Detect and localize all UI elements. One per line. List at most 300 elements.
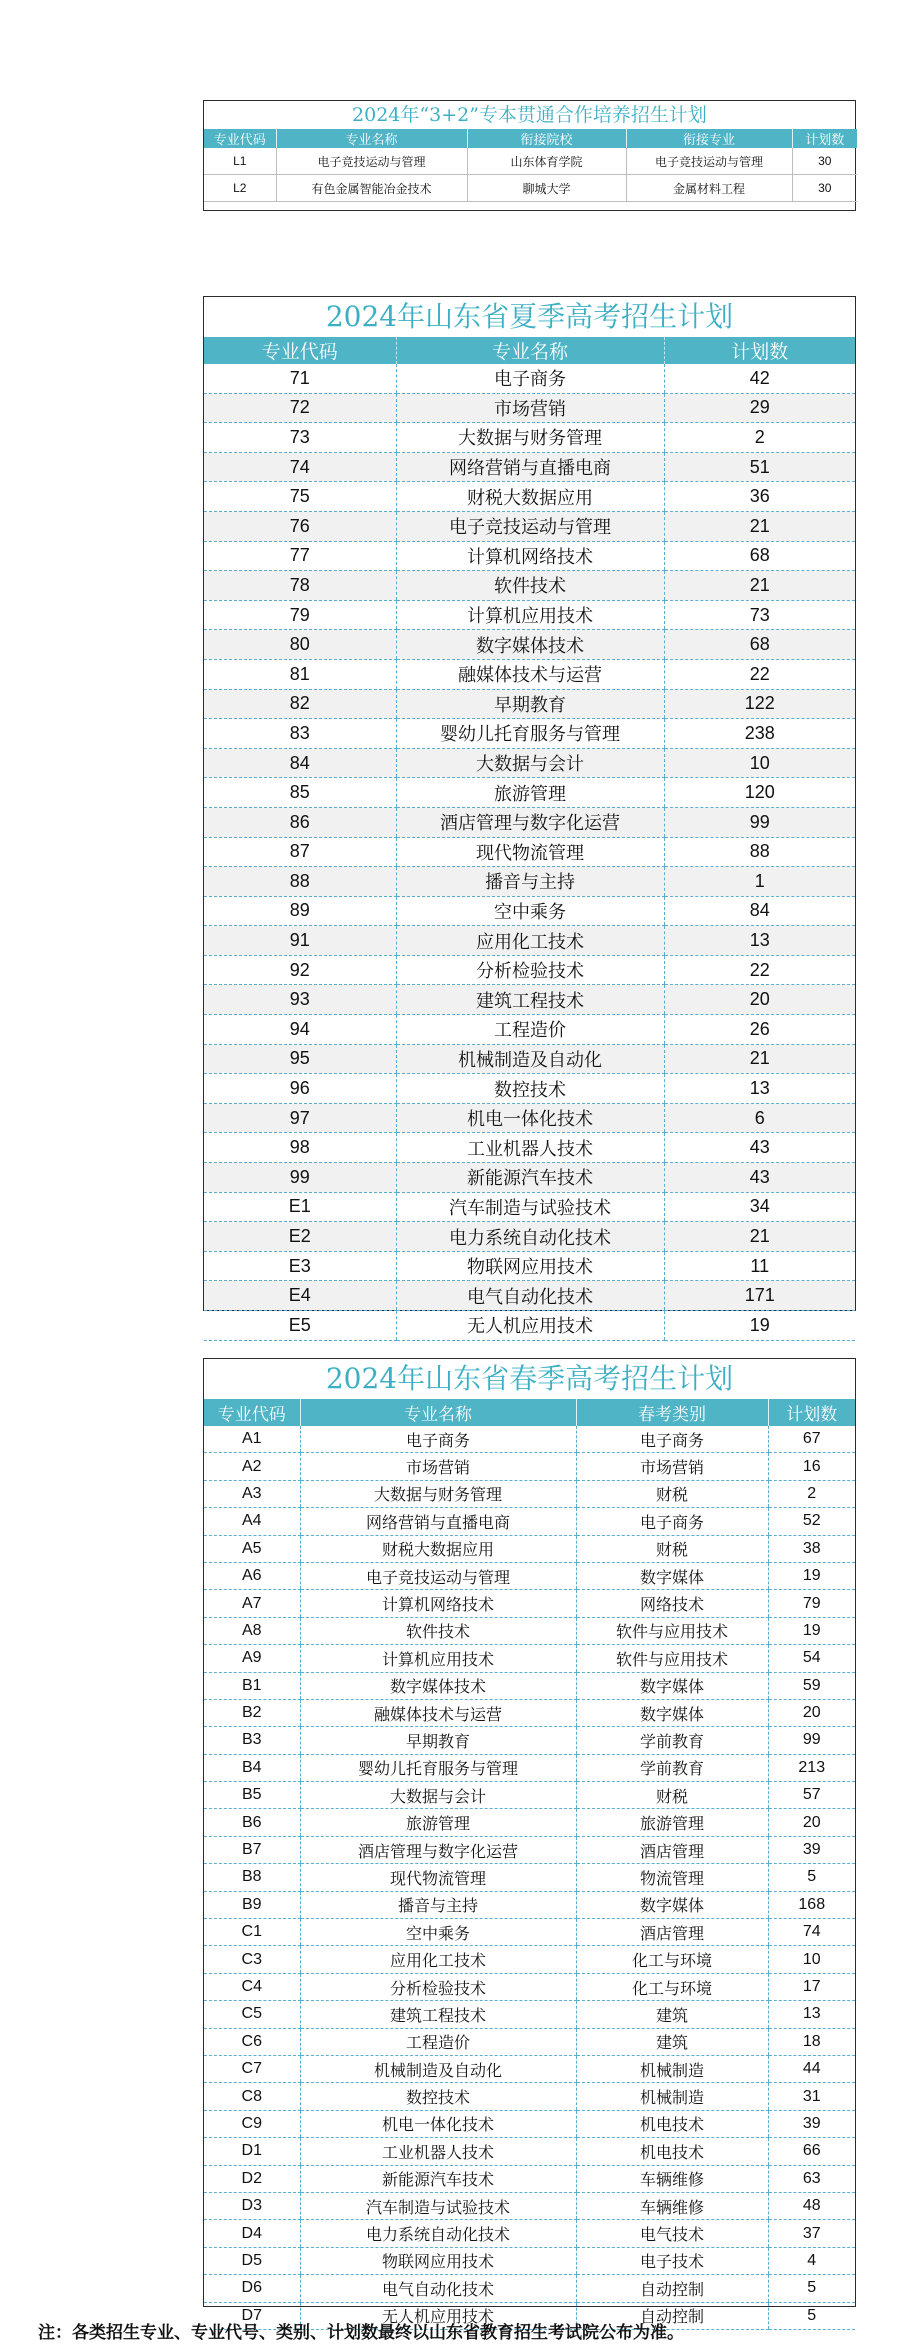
table-cell: B6 bbox=[204, 1809, 300, 1836]
table-cell: 99 bbox=[768, 1727, 855, 1754]
table-cell: 38 bbox=[768, 1535, 855, 1562]
table-cell: 电力系统自动化技术 bbox=[396, 1222, 664, 1252]
table-cell: 数字媒体 bbox=[576, 1562, 768, 1589]
table-row bbox=[204, 1074, 855, 1104]
table-cell: 建筑 bbox=[576, 2001, 768, 2028]
table-cell: 4 bbox=[768, 2247, 855, 2274]
table-cell: 工程造价 bbox=[300, 2028, 576, 2055]
table-row bbox=[204, 1508, 855, 1535]
table-cell: 数字媒体技术 bbox=[300, 1672, 576, 1699]
table-cell: 89 bbox=[204, 896, 396, 926]
table-cell: 机械制造 bbox=[576, 2083, 768, 2110]
table-cell: A2 bbox=[204, 1453, 300, 1480]
table-cell: 82 bbox=[204, 689, 396, 719]
table-row bbox=[204, 689, 855, 719]
table-row bbox=[204, 985, 855, 1015]
table-cell: 5 bbox=[768, 2302, 855, 2329]
table-cell: 市场营销 bbox=[396, 393, 664, 423]
table-cell: 应用化工技术 bbox=[300, 1946, 576, 1973]
table-cell: 工业机器人技术 bbox=[396, 1133, 664, 1163]
table-cell: 无人机应用技术 bbox=[396, 1311, 664, 1341]
table-cell: 机械制造及自动化 bbox=[300, 2055, 576, 2082]
table-row bbox=[204, 1311, 855, 1341]
table-row bbox=[204, 1562, 855, 1589]
table-cell: 电气自动化技术 bbox=[396, 1281, 664, 1311]
table-row bbox=[204, 1672, 855, 1699]
table-spring bbox=[204, 1399, 855, 2330]
table-row bbox=[204, 748, 855, 778]
table-cell: D3 bbox=[204, 2192, 300, 2219]
table-row bbox=[204, 1015, 855, 1045]
table-cell: 学前教育 bbox=[576, 1754, 768, 1781]
table-cell: 机械制造 bbox=[576, 2055, 768, 2082]
table-cell: 电力系统自动化技术 bbox=[300, 2220, 576, 2247]
table-cell: 软件与应用技术 bbox=[576, 1645, 768, 1672]
table-cell: B4 bbox=[204, 1754, 300, 1781]
table-cell: 59 bbox=[768, 1672, 855, 1699]
table-row bbox=[204, 1946, 855, 1973]
table-cell: 电子竞技运动与管理 bbox=[300, 1562, 576, 1589]
table-cell: 汽车制造与试验技术 bbox=[300, 2192, 576, 2219]
table-cell: 车辆维修 bbox=[576, 2165, 768, 2192]
table-row bbox=[204, 2138, 855, 2165]
table-cell: A6 bbox=[204, 1562, 300, 1589]
table-cell: 43 bbox=[664, 1133, 855, 1163]
table-cell: E4 bbox=[204, 1281, 396, 1311]
table-cell: E2 bbox=[204, 1222, 396, 1252]
table-row bbox=[204, 2110, 855, 2137]
table-cell: 18 bbox=[768, 2028, 855, 2055]
table-cell: 88 bbox=[204, 867, 396, 897]
table-cell: 79 bbox=[768, 1590, 855, 1617]
table-row bbox=[204, 719, 855, 749]
table-row bbox=[204, 2275, 855, 2302]
table-cell: 44 bbox=[768, 2055, 855, 2082]
table-cell: 电气技术 bbox=[576, 2220, 768, 2247]
table-cell: 大数据与财务管理 bbox=[396, 423, 664, 453]
table-cell: 67 bbox=[768, 1426, 855, 1453]
table-row bbox=[204, 1782, 855, 1809]
table-cell: 数控技术 bbox=[396, 1074, 664, 1104]
table-spring-title: 2024年山东省春季高考招生计划 bbox=[325, 1362, 734, 1395]
table-row bbox=[204, 1044, 855, 1074]
table-cell: 山东体育学院 bbox=[467, 148, 626, 175]
table-cell: 化工与环境 bbox=[576, 1946, 768, 1973]
table-cell: 电子竞技运动与管理 bbox=[276, 148, 467, 175]
table-cell: 66 bbox=[768, 2138, 855, 2165]
table-cell: 物联网应用技术 bbox=[300, 2247, 576, 2274]
table-cell: 20 bbox=[768, 1699, 855, 1726]
table-cell: A8 bbox=[204, 1617, 300, 1644]
table-row bbox=[204, 807, 855, 837]
table-cell: 20 bbox=[664, 985, 855, 1015]
table-cell: E1 bbox=[204, 1192, 396, 1222]
header-cell: 计划数 bbox=[664, 337, 855, 364]
table-row bbox=[204, 423, 855, 453]
table-cell: 聊城大学 bbox=[467, 175, 626, 202]
table-cell: 网络技术 bbox=[576, 1590, 768, 1617]
table-cell: 29 bbox=[664, 393, 855, 423]
table-cell: 市场营销 bbox=[300, 1453, 576, 1480]
table-cell: 19 bbox=[768, 1562, 855, 1589]
table-cell: 10 bbox=[664, 748, 855, 778]
table-cell: 48 bbox=[768, 2192, 855, 2219]
table-row bbox=[204, 2165, 855, 2192]
table-cell: 机电技术 bbox=[576, 2138, 768, 2165]
table-cell: B1 bbox=[204, 1672, 300, 1699]
table-cell: 财税 bbox=[576, 1480, 768, 1507]
table-cell: C9 bbox=[204, 2110, 300, 2137]
table-cell: 13 bbox=[768, 2001, 855, 2028]
table-header-row bbox=[204, 337, 855, 364]
table-row bbox=[204, 1453, 855, 1480]
table-cell: 75 bbox=[204, 482, 396, 512]
table-row bbox=[204, 1727, 855, 1754]
table-cell: D4 bbox=[204, 2220, 300, 2247]
table-row bbox=[204, 1590, 855, 1617]
table-cell: D7 bbox=[204, 2302, 300, 2329]
table-cell: 分析检验技术 bbox=[300, 1973, 576, 2000]
table-row bbox=[204, 2192, 855, 2219]
header-cell: 专业代码 bbox=[204, 129, 276, 148]
table-cell: 99 bbox=[664, 807, 855, 837]
header-cell: 专业名称 bbox=[276, 129, 467, 148]
table-cell: C4 bbox=[204, 1973, 300, 2000]
table-cell: 72 bbox=[204, 393, 396, 423]
table-cell: 金属材料工程 bbox=[626, 175, 792, 202]
table-row bbox=[204, 1103, 855, 1133]
table-cell: 2 bbox=[664, 423, 855, 453]
table-row bbox=[204, 1426, 855, 1453]
table-cell: 财税 bbox=[576, 1535, 768, 1562]
table-cell: A9 bbox=[204, 1645, 300, 1672]
table-cell: E5 bbox=[204, 1311, 396, 1341]
table-cell: 财税 bbox=[576, 1782, 768, 1809]
table-cell: 122 bbox=[664, 689, 855, 719]
table-cell: 电子竞技运动与管理 bbox=[396, 511, 664, 541]
table-cell: 早期教育 bbox=[300, 1727, 576, 1754]
table-cell: 电子商务 bbox=[576, 1426, 768, 1453]
table-cell: B3 bbox=[204, 1727, 300, 1754]
table-cell: B7 bbox=[204, 1836, 300, 1863]
table-cell: 13 bbox=[664, 926, 855, 956]
table-cell: 网络营销与直播电商 bbox=[300, 1508, 576, 1535]
table-cell: 电子竞技运动与管理 bbox=[626, 148, 792, 175]
table-cell: 车辆维修 bbox=[576, 2192, 768, 2219]
header-cell: 专业代码 bbox=[204, 1399, 300, 1426]
header-cell: 计划数 bbox=[768, 1399, 855, 1426]
table-cell: 学前教育 bbox=[576, 1727, 768, 1754]
table-cell: 婴幼儿托育服务与管理 bbox=[300, 1754, 576, 1781]
table-cell: 68 bbox=[664, 630, 855, 660]
table-cell: 工业机器人技术 bbox=[300, 2138, 576, 2165]
table-cell: A5 bbox=[204, 1535, 300, 1562]
table-cell: 早期教育 bbox=[396, 689, 664, 719]
table-cell: C8 bbox=[204, 2083, 300, 2110]
table-cell: 84 bbox=[664, 896, 855, 926]
table-cell: 86 bbox=[204, 807, 396, 837]
table-cell: 融媒体技术与运营 bbox=[300, 1699, 576, 1726]
table-row bbox=[204, 1864, 855, 1891]
table-row bbox=[204, 1163, 855, 1193]
table-cell: 52 bbox=[768, 1508, 855, 1535]
table-cell: 婴幼儿托育服务与管理 bbox=[396, 719, 664, 749]
table-cell: 财税大数据应用 bbox=[396, 482, 664, 512]
table-cell: 空中乘务 bbox=[300, 1919, 576, 1946]
table-cell: 92 bbox=[204, 955, 396, 985]
table-cell: 建筑 bbox=[576, 2028, 768, 2055]
table-cell: 新能源汽车技术 bbox=[396, 1163, 664, 1193]
table-row bbox=[204, 1645, 855, 1672]
table-cell: C1 bbox=[204, 1919, 300, 1946]
table-cell: 大数据与会计 bbox=[396, 748, 664, 778]
table-cell: 物联网应用技术 bbox=[396, 1251, 664, 1281]
footer-note: 注：各类招生专业、专业代号、类别、计划数最终以山东省教育招生考试院公布为准。 bbox=[38, 2323, 684, 2343]
table-row bbox=[204, 630, 855, 660]
table-cell: 2 bbox=[768, 1480, 855, 1507]
table-cell: 市场营销 bbox=[576, 1453, 768, 1480]
table-cell: 空中乘务 bbox=[396, 896, 664, 926]
table-cell: 83 bbox=[204, 719, 396, 749]
table-cell: 88 bbox=[664, 837, 855, 867]
table-cell: 21 bbox=[664, 511, 855, 541]
table-cell: 大数据与会计 bbox=[300, 1782, 576, 1809]
header-cell: 衔接专业 bbox=[626, 129, 792, 148]
table-cell: 43 bbox=[664, 1163, 855, 1193]
table-cell: 85 bbox=[204, 778, 396, 808]
table-cell: 软件技术 bbox=[396, 571, 664, 601]
header-cell: 专业代码 bbox=[204, 337, 396, 364]
table-cell: C6 bbox=[204, 2028, 300, 2055]
table-cell: 98 bbox=[204, 1133, 396, 1163]
table-row bbox=[204, 2247, 855, 2274]
table-cell: 旅游管理 bbox=[300, 1809, 576, 1836]
table-row bbox=[204, 571, 855, 601]
table-cell: 42 bbox=[664, 364, 855, 393]
table-cell: 171 bbox=[664, 1281, 855, 1311]
table-cell: A1 bbox=[204, 1426, 300, 1453]
table-cell: 旅游管理 bbox=[576, 1809, 768, 1836]
table-cell: C3 bbox=[204, 1946, 300, 1973]
table-cell: E3 bbox=[204, 1251, 396, 1281]
table-cell: 数字媒体 bbox=[576, 1699, 768, 1726]
table-cell: 84 bbox=[204, 748, 396, 778]
table-row bbox=[204, 1699, 855, 1726]
table-cell: 化工与环境 bbox=[576, 1973, 768, 2000]
table-3plus2 bbox=[204, 129, 857, 202]
table-cell: 71 bbox=[204, 364, 396, 393]
table-cell: 酒店管理与数字化运营 bbox=[300, 1836, 576, 1863]
table-row bbox=[204, 1809, 855, 1836]
table-cell: 现代物流管理 bbox=[396, 837, 664, 867]
header-cell: 专业名称 bbox=[396, 337, 664, 364]
table-cell: 播音与主持 bbox=[396, 867, 664, 897]
table-row bbox=[204, 1281, 855, 1311]
table-cell: 13 bbox=[664, 1074, 855, 1104]
table-cell: 54 bbox=[768, 1645, 855, 1672]
table-cell: B2 bbox=[204, 1699, 300, 1726]
table-row bbox=[204, 364, 855, 393]
table-cell: 6 bbox=[664, 1103, 855, 1133]
table-cell: 建筑工程技术 bbox=[300, 2001, 576, 2028]
table-cell: 5 bbox=[768, 2275, 855, 2302]
table-spring-panel bbox=[203, 1358, 856, 2327]
table-row bbox=[204, 896, 855, 926]
table-cell: D1 bbox=[204, 2138, 300, 2165]
table-cell: 数字媒体技术 bbox=[396, 630, 664, 660]
table-cell: 计算机网络技术 bbox=[396, 541, 664, 571]
table-cell: 73 bbox=[204, 423, 396, 453]
table-cell: 95 bbox=[204, 1044, 396, 1074]
table-row bbox=[204, 148, 857, 175]
table-cell: 计算机应用技术 bbox=[300, 1645, 576, 1672]
table-cell: 213 bbox=[768, 1754, 855, 1781]
table-cell: 机械制造及自动化 bbox=[396, 1044, 664, 1074]
table-row bbox=[204, 1535, 855, 1562]
table-cell: 238 bbox=[664, 719, 855, 749]
table-cell: B8 bbox=[204, 1864, 300, 1891]
table-cell: 97 bbox=[204, 1103, 396, 1133]
table-cell: 计算机网络技术 bbox=[300, 1590, 576, 1617]
table-cell: 大数据与财务管理 bbox=[300, 1480, 576, 1507]
table-cell: 1 bbox=[664, 867, 855, 897]
table-cell: 电子商务 bbox=[300, 1426, 576, 1453]
table-cell: 91 bbox=[204, 926, 396, 956]
table-cell: A3 bbox=[204, 1480, 300, 1507]
table-cell: 物流管理 bbox=[576, 1864, 768, 1891]
table-cell: 39 bbox=[768, 1836, 855, 1863]
table-row bbox=[204, 867, 855, 897]
table-cell: 30 bbox=[792, 148, 857, 175]
table-cell: 79 bbox=[204, 600, 396, 630]
table-row bbox=[204, 1919, 855, 1946]
table-cell: L2 bbox=[204, 175, 276, 202]
table-cell: 74 bbox=[768, 1919, 855, 1946]
table-cell: 电子技术 bbox=[576, 2247, 768, 2274]
table-cell: 37 bbox=[768, 2220, 855, 2247]
table-cell: 51 bbox=[664, 452, 855, 482]
table-cell: 电子商务 bbox=[396, 364, 664, 393]
table-cell: 10 bbox=[768, 1946, 855, 1973]
table-cell: 81 bbox=[204, 659, 396, 689]
table-cell: 融媒体技术与运营 bbox=[396, 659, 664, 689]
table-row bbox=[204, 1973, 855, 2000]
table-cell: 建筑工程技术 bbox=[396, 985, 664, 1015]
table-cell: 68 bbox=[664, 541, 855, 571]
table-cell: 有色金属智能冶金技术 bbox=[276, 175, 467, 202]
header-cell: 衔接院校 bbox=[467, 129, 626, 148]
table-cell: 机电一体化技术 bbox=[300, 2110, 576, 2137]
table-cell: 自动控制 bbox=[576, 2302, 768, 2329]
table-cell: 31 bbox=[768, 2083, 855, 2110]
table-cell: 19 bbox=[768, 1617, 855, 1644]
table-row bbox=[204, 1617, 855, 1644]
table-cell: B5 bbox=[204, 1782, 300, 1809]
table-cell: 数字媒体 bbox=[576, 1672, 768, 1699]
table-cell: C7 bbox=[204, 2055, 300, 2082]
table-cell: 21 bbox=[664, 1222, 855, 1252]
table-cell: 电气自动化技术 bbox=[300, 2275, 576, 2302]
table-row bbox=[204, 1480, 855, 1507]
table-row bbox=[204, 2028, 855, 2055]
table-cell: 财税大数据应用 bbox=[300, 1535, 576, 1562]
table-cell: 16 bbox=[768, 1453, 855, 1480]
table-cell: D2 bbox=[204, 2165, 300, 2192]
table-row bbox=[204, 2001, 855, 2028]
table-row bbox=[204, 393, 855, 423]
table-cell: 应用化工技术 bbox=[396, 926, 664, 956]
table-row bbox=[204, 482, 855, 512]
table-cell: 旅游管理 bbox=[396, 778, 664, 808]
table-cell: 11 bbox=[664, 1251, 855, 1281]
table-cell: 36 bbox=[664, 482, 855, 512]
table-cell: 工程造价 bbox=[396, 1015, 664, 1045]
table-cell: 21 bbox=[664, 571, 855, 601]
table-cell: 22 bbox=[664, 659, 855, 689]
header-cell: 计划数 bbox=[792, 129, 857, 148]
table-cell: D5 bbox=[204, 2247, 300, 2274]
header-cell: 春考类别 bbox=[576, 1399, 768, 1426]
table-row bbox=[204, 1133, 855, 1163]
table-cell: 99 bbox=[204, 1163, 396, 1193]
table-3plus2-panel bbox=[203, 100, 856, 211]
table-row bbox=[204, 511, 855, 541]
table-row bbox=[204, 659, 855, 689]
table-cell: 软件技术 bbox=[300, 1617, 576, 1644]
table-cell: 分析检验技术 bbox=[396, 955, 664, 985]
table-cell: 播音与主持 bbox=[300, 1891, 576, 1918]
table-cell: L1 bbox=[204, 148, 276, 175]
table-cell: 机电一体化技术 bbox=[396, 1103, 664, 1133]
table-cell: 新能源汽车技术 bbox=[300, 2165, 576, 2192]
table-cell: C5 bbox=[204, 2001, 300, 2028]
table-cell: A7 bbox=[204, 1590, 300, 1617]
table-row bbox=[204, 452, 855, 482]
table-summer-title: 2024年山东省夏季高考招生计划 bbox=[325, 300, 734, 333]
table-cell: 5 bbox=[768, 1864, 855, 1891]
table-cell: 现代物流管理 bbox=[300, 1864, 576, 1891]
table-cell: 计算机应用技术 bbox=[396, 600, 664, 630]
table-row bbox=[204, 2083, 855, 2110]
table-cell: B9 bbox=[204, 1891, 300, 1918]
table-header-row bbox=[204, 1399, 855, 1426]
table-cell: 80 bbox=[204, 630, 396, 660]
table-row bbox=[204, 955, 855, 985]
table-cell: 22 bbox=[664, 955, 855, 985]
table-cell: 76 bbox=[204, 511, 396, 541]
table-cell: 168 bbox=[768, 1891, 855, 1918]
table-cell: 74 bbox=[204, 452, 396, 482]
table-cell: 数字媒体 bbox=[576, 1891, 768, 1918]
table-cell: 63 bbox=[768, 2165, 855, 2192]
table-row bbox=[204, 2220, 855, 2247]
table-cell: 机电技术 bbox=[576, 2110, 768, 2137]
table-row bbox=[204, 778, 855, 808]
table-cell: 汽车制造与试验技术 bbox=[396, 1192, 664, 1222]
table-cell: 73 bbox=[664, 600, 855, 630]
table-cell: 21 bbox=[664, 1044, 855, 1074]
table-row bbox=[204, 1251, 855, 1281]
table-cell: 酒店管理与数字化运营 bbox=[396, 807, 664, 837]
table-cell: 93 bbox=[204, 985, 396, 1015]
table-row bbox=[204, 926, 855, 956]
table-cell: 数控技术 bbox=[300, 2083, 576, 2110]
table-cell: 96 bbox=[204, 1074, 396, 1104]
table-cell: A4 bbox=[204, 1508, 300, 1535]
table-cell: 无人机应用技术 bbox=[300, 2302, 576, 2329]
table-row bbox=[204, 2055, 855, 2082]
table-cell: 自动控制 bbox=[576, 2275, 768, 2302]
